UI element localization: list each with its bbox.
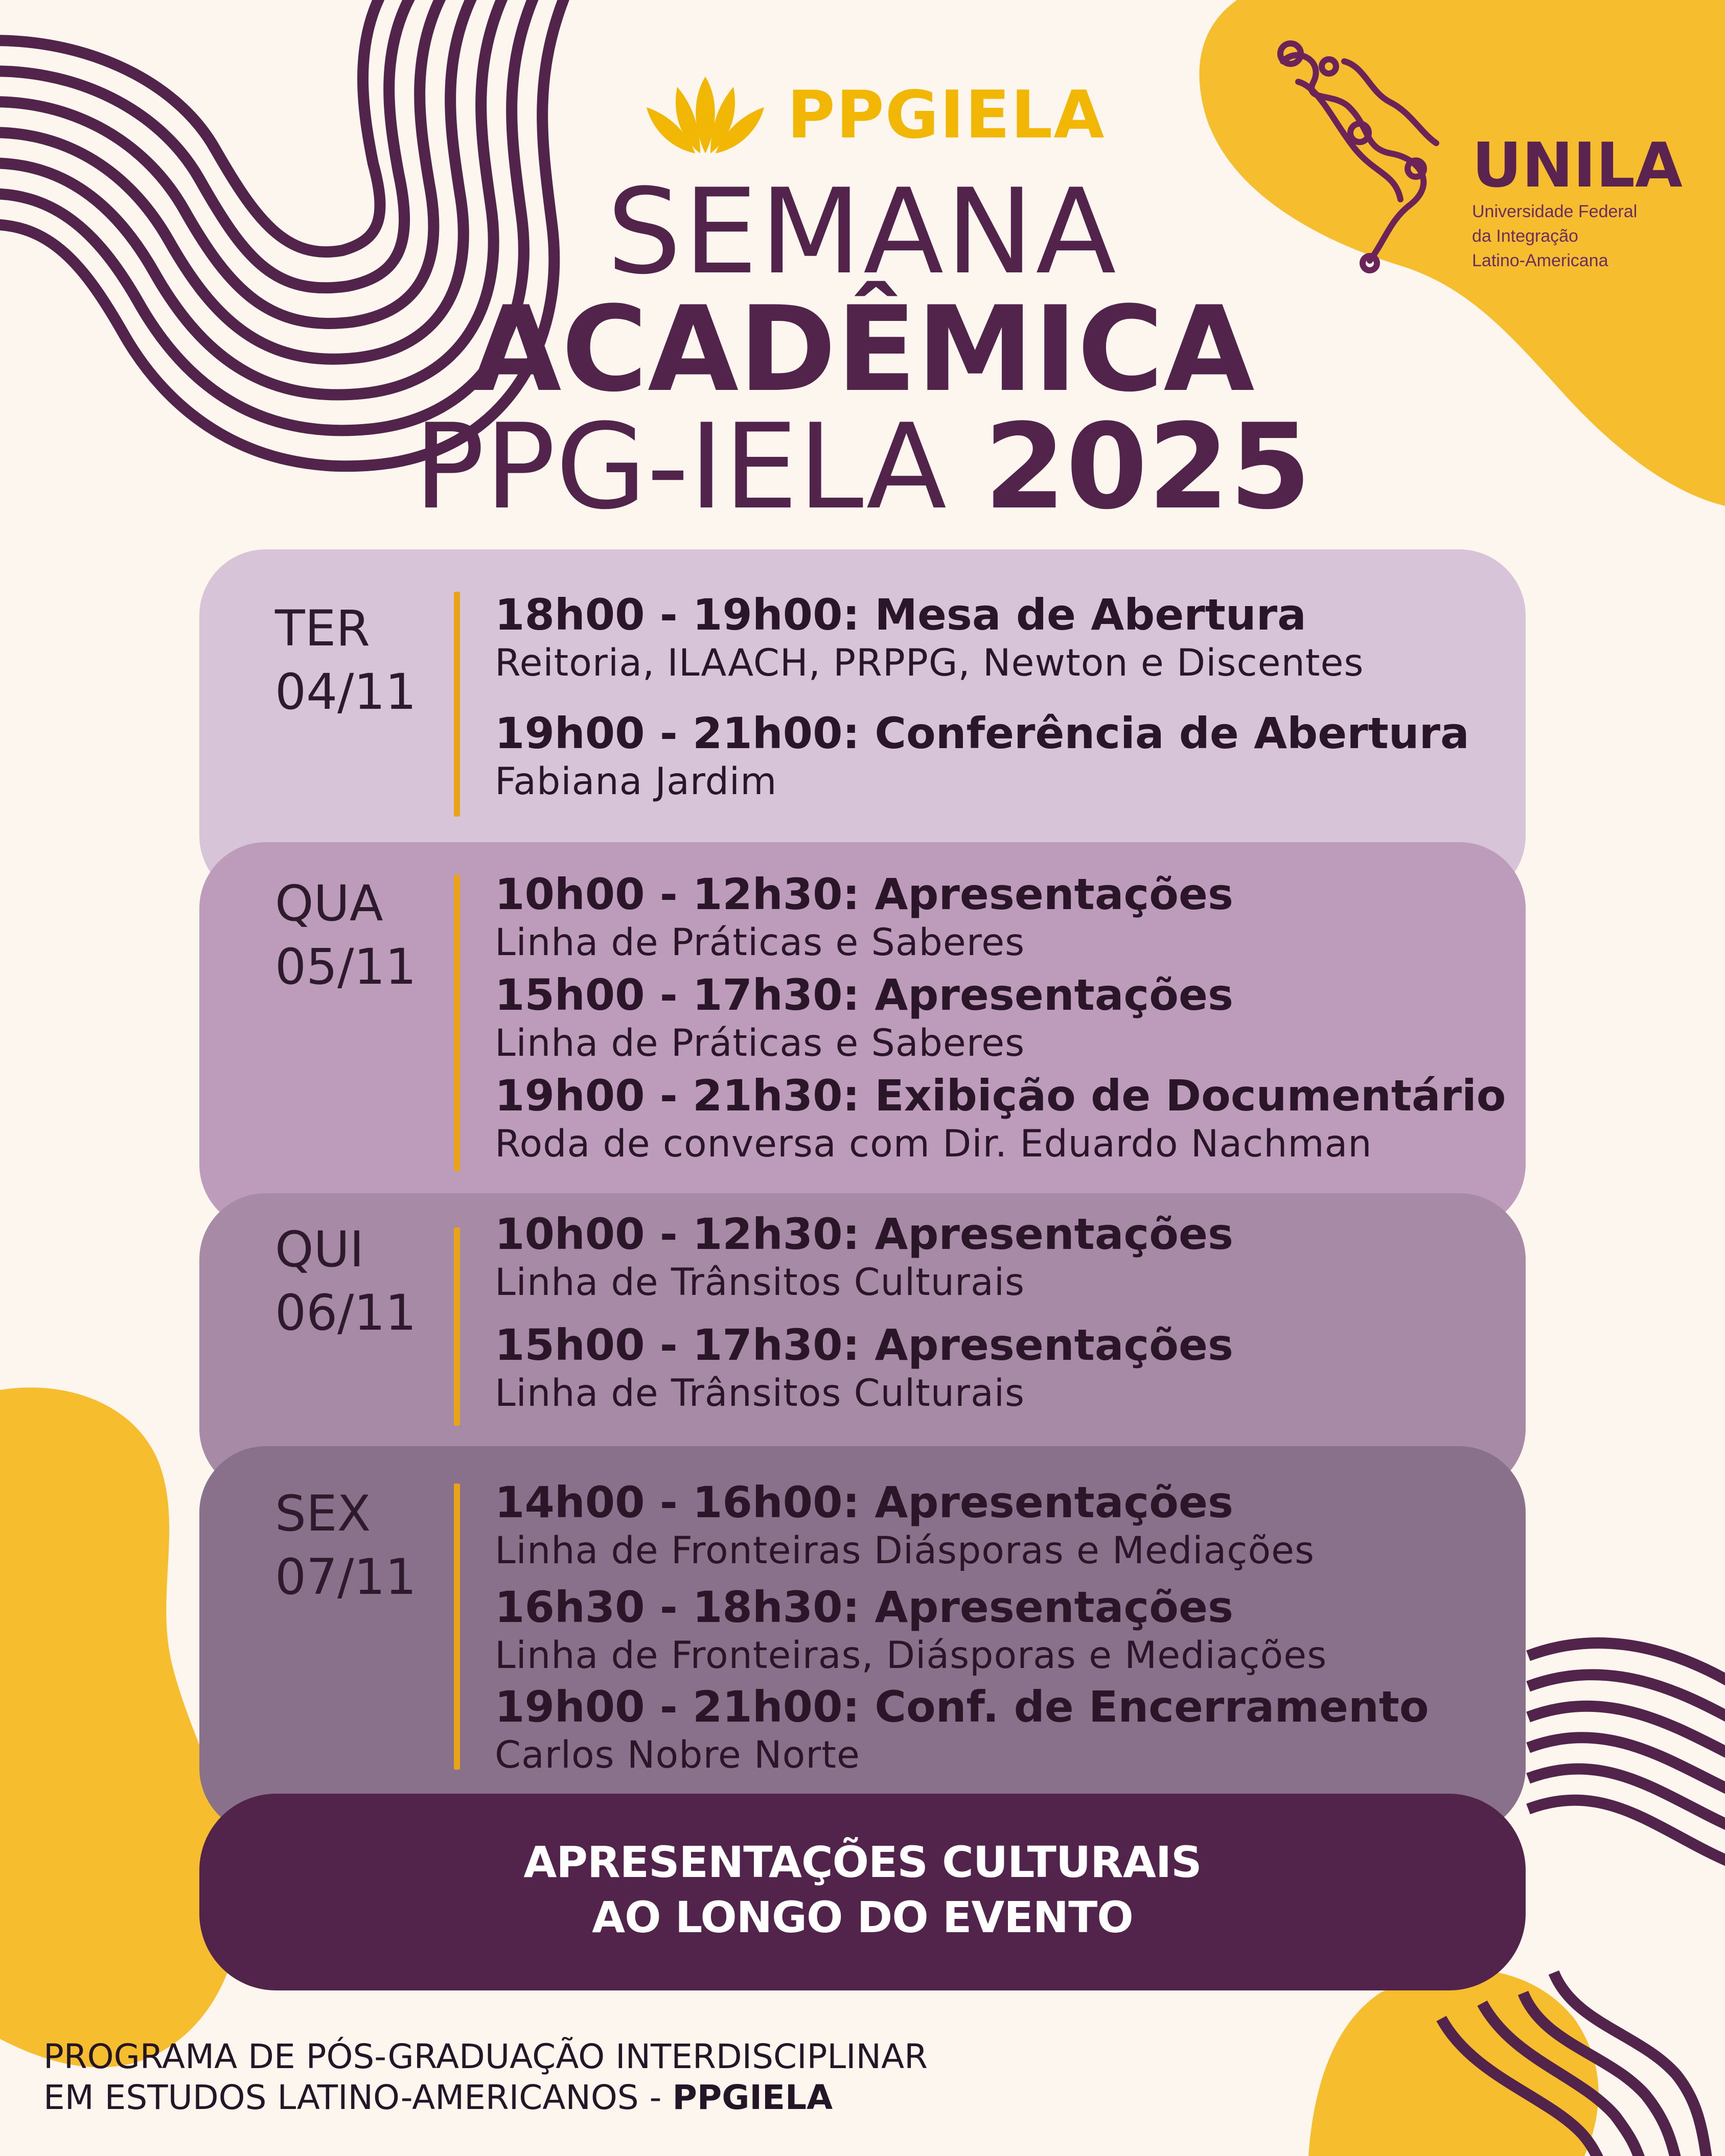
ppgiela-logo [644,77,1105,153]
date: 06/11 [275,1284,417,1341]
event-description: Carlos Nobre Norte [495,1733,860,1777]
event [495,1477,1315,1574]
footer [43,2036,928,2118]
event-time: 18h00 - 19h00: Mesa de Abertura [495,590,1306,640]
day-label [275,597,417,724]
event-description: Linha de Fronteiras, Diásporas e Mediações [495,1634,1327,1677]
weekday: SEX [275,1485,371,1542]
event-time: 19h00 - 21h00: Conferência de Abertura [495,708,1469,758]
event [495,1681,1429,1778]
day-label [275,1482,417,1609]
event-time: 19h00 - 21h00: Conf. de Encerramento [495,1682,1429,1732]
footer-line-2 [43,2077,928,2118]
event-description: Linha de Trânsitos Culturais [495,1261,1025,1304]
event-time: 16h30 - 18h30: Apresentações [495,1582,1233,1632]
brand-name: PPGIELA [787,77,1106,153]
event [495,869,1233,966]
weekday: TER [275,600,370,657]
event-description: Linha de Práticas e Saberes [495,1022,1025,1065]
cultural-note [199,1835,1526,1945]
event [495,708,1469,805]
event-description: Linha de Fronteiras Diásporas e Mediações [495,1529,1315,1572]
title-semana: SEMANA [607,164,1118,300]
title-ppg-iela: PPG-IELA [413,399,947,536]
event-description: Fabiana Jardim [495,760,777,803]
event [495,1582,1327,1679]
event [495,589,1364,686]
event [495,969,1233,1067]
title-year: 2025 [984,399,1312,536]
event-time: 15h00 - 17h30: Apresentações [495,970,1233,1020]
lotus-icon [644,77,767,153]
title-ppg-iela-2025 [0,399,1725,536]
day-divider [454,592,460,817]
event-time: 15h00 - 17h30: Apresentações [495,1320,1233,1370]
event [495,1070,1506,1167]
unila-subtitle-2: da Integração [1472,226,1578,246]
yellow-blob-bottom-right [1308,1969,1599,2156]
event [495,1209,1233,1306]
footer-line-2-text: EM ESTUDOS LATINO-AMERICANOS - [43,2078,662,2117]
unila-subtitle-3: Latino-Americana [1472,251,1608,270]
cultural-line-2: AO LONGO DO EVENTO [592,1892,1133,1942]
weekday: QUI [275,1221,364,1278]
title-academica: ACADÊMICA [470,282,1255,418]
day-divider [454,1227,460,1426]
footer-brand: PPGIELA [672,2078,833,2117]
day-divider [454,875,460,1171]
footer-line-1: PROGRAMA DE PÓS-GRADUAÇÃO INTERDISCIPLINAR [43,2037,928,2076]
cultural-line-1: APRESENTAÇÕES CULTURAIS [523,1837,1202,1887]
event-time: 19h00 - 21h30: Exibição de Documentário [495,1071,1506,1121]
event-time: 14h00 - 16h00: Apresentações [495,1477,1233,1527]
event-description: Roda de conversa com Dir. Eduardo Nachman [495,1122,1372,1166]
event-time: 10h00 - 12h30: Apresentações [495,869,1233,919]
unila-name: UNILA [1472,130,1683,201]
unila-subtitle-1: Universidade Federal [1472,202,1638,221]
day-label [275,1218,417,1344]
event-time: 10h00 - 12h30: Apresentações [495,1209,1233,1259]
date: 07/11 [275,1548,417,1606]
event-description: Linha de Práticas e Saberes [495,921,1025,964]
event-description: Linha de Trânsitos Culturais [495,1372,1025,1415]
date: 04/11 [275,663,417,721]
weekday: QUA [275,875,383,932]
day-label [275,872,417,999]
event [495,1319,1233,1417]
day-divider [454,1483,460,1770]
event-description: Reitoria, ILAACH, PRPPG, Newton e Discentes [495,641,1364,685]
date: 05/11 [275,938,417,995]
